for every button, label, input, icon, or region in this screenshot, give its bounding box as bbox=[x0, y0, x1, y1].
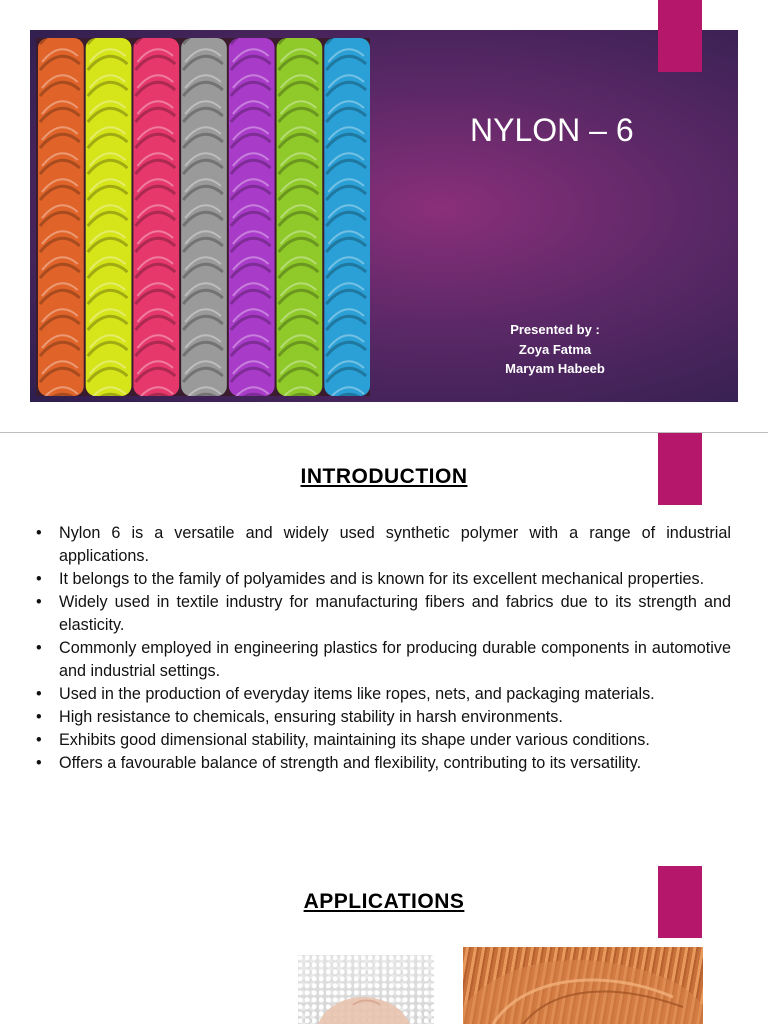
list-item: • High resistance to chemicals, ensuring stability in harsh environments. bbox=[36, 706, 731, 729]
hand-holding-pellets-illustration bbox=[298, 955, 434, 1024]
slide-divider bbox=[0, 432, 768, 433]
nylon-fiber-photo bbox=[463, 947, 703, 1024]
yarn-skeins-illustration bbox=[36, 38, 370, 396]
list-item: • Widely used in textile industry for manufacturing fibers and fabrics due to its strength and elasticity. bbox=[36, 591, 731, 637]
presenter-name: Zoya Fatma bbox=[518, 342, 592, 357]
slide-title: NYLON – 6 bbox=[470, 112, 634, 148]
introduction-bullet-list bbox=[36, 522, 731, 775]
nylon-pellets-photo bbox=[298, 955, 434, 1024]
list-item: • Exhibits good dimensional stability, maintaining its shape under various conditions. bbox=[36, 729, 731, 752]
yarn-skein bbox=[324, 38, 370, 396]
list-item: • Commonly employed in engineering plastics for producing durable components in automotive and industrial settings. bbox=[36, 637, 731, 683]
presented-by-label: Presented by : bbox=[510, 322, 600, 337]
yarn-skein bbox=[38, 38, 84, 396]
yarn-skein bbox=[277, 38, 323, 396]
section-heading: APPLICATIONS bbox=[303, 890, 465, 913]
accent-tab bbox=[658, 0, 702, 72]
list-item: • It belongs to the family of polyamides and is known for its excellent mechanical properties. bbox=[36, 568, 731, 591]
yarn-skein bbox=[229, 38, 275, 396]
fiber-bundle-illustration bbox=[463, 947, 703, 1024]
list-item: • Nylon 6 is a versatile and widely used synthetic polymer with a range of industrial applications. bbox=[36, 522, 731, 568]
section-heading: INTRODUCTION bbox=[300, 465, 468, 488]
yarn-skein bbox=[86, 38, 132, 396]
list-item: • Offers a favourable balance of strength and flexibility, contributing to its versatility. bbox=[36, 752, 731, 775]
presenter-name: Maryam Habeeb bbox=[505, 361, 605, 376]
list-item: • Used in the production of everyday items like ropes, nets, and packaging materials. bbox=[36, 683, 731, 706]
yarn-skein bbox=[181, 38, 227, 396]
title-slide bbox=[0, 0, 768, 432]
yarn-skein bbox=[133, 38, 179, 396]
yarn-skeins-photo bbox=[36, 38, 370, 396]
